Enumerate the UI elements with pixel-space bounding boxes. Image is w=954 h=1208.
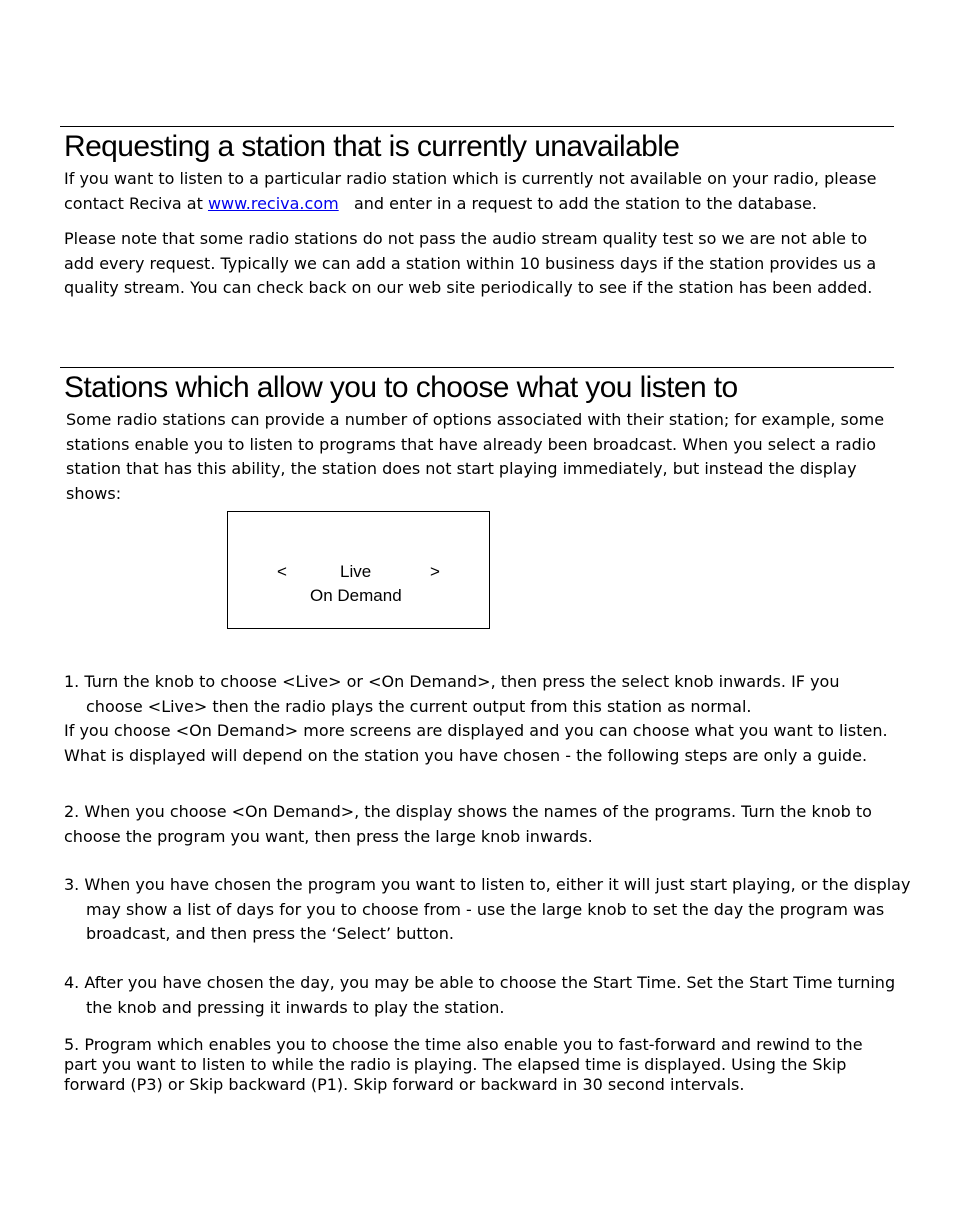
right-arrow-glyph: > [430,562,440,581]
radio-display-illustration [227,511,490,629]
step-4: 4. After you have chosen the day, you may be able to choose the Start Time. Set the Start Time turning the knob and pressing it inwards to play the station. [64,973,896,1017]
paragraph-contact-reciva [64,167,894,216]
step-3: 3. When you have chosen the program you want to listen to, either it will just start playing, or the display may show a list of days for you to choose from - use the large knob to set the day the program was broadcast, and then press the ‘Select’ button. [64,875,911,943]
paragraph-station-options: Some radio stations can provide a number of options associated with their station; for example, some stations enable you to listen to programs that have already been broadcast. When you select a radio station that has this ability, the station does not start playing immediately, but instead the display shows: [66,410,885,503]
step-5: 5. Program which enables you to choose the time also enable you to fast-forward and rewind to the part you want to listen to while the radio is playing. The elapsed time is displayed. Using the Skip forward (P3) or Skip backward (P1). Skip forward or backward in 30 second intervals. [64,1035,863,1094]
left-arrow-glyph: < [277,562,287,581]
reciva-website-link[interactable]: www.reciva.com [207,193,339,213]
paragraph-text: and enter in a request to add the station to the database. [338,193,817,213]
paragraph-quality-note: Please note that some radio stations do not pass the audio stream quality test so we are not able to add every request. Typically we can add a station within 10 business days if the station provides us a quality stream. You can check back on our web site periodically to see if the station has been added. [64,229,877,297]
heading-choose-what-you-listen: Stations which allow you to choose what you listen to [64,371,738,404]
paragraph-text: If you want to listen to a particular radio station which is currently not available on your radio, please contact Reciva at [64,169,877,213]
section-divider-middle [60,367,894,368]
step-2: 2. When you choose <On Demand>, the display shows the names of the programs. Turn the knob to choose the program you want, then press the large knob inwards. [64,802,872,846]
section-divider-top [60,126,894,127]
display-option-live: Live [340,562,372,581]
step-1-note: If you choose <On Demand> more screens are displayed and you can choose what you want to listen. What is displayed will depend on the station you have chosen - the following steps are only a guide. [64,721,888,765]
step-1: 1. Turn the knob to choose <Live> or <On Demand>, then press the select knob inwards. IF you choose <Live> then the radio plays the current output from this station as normal. [64,672,840,716]
display-option-on-demand: On Demand [310,586,402,605]
heading-requesting-station: Requesting a station that is currently unavailable [64,130,680,163]
